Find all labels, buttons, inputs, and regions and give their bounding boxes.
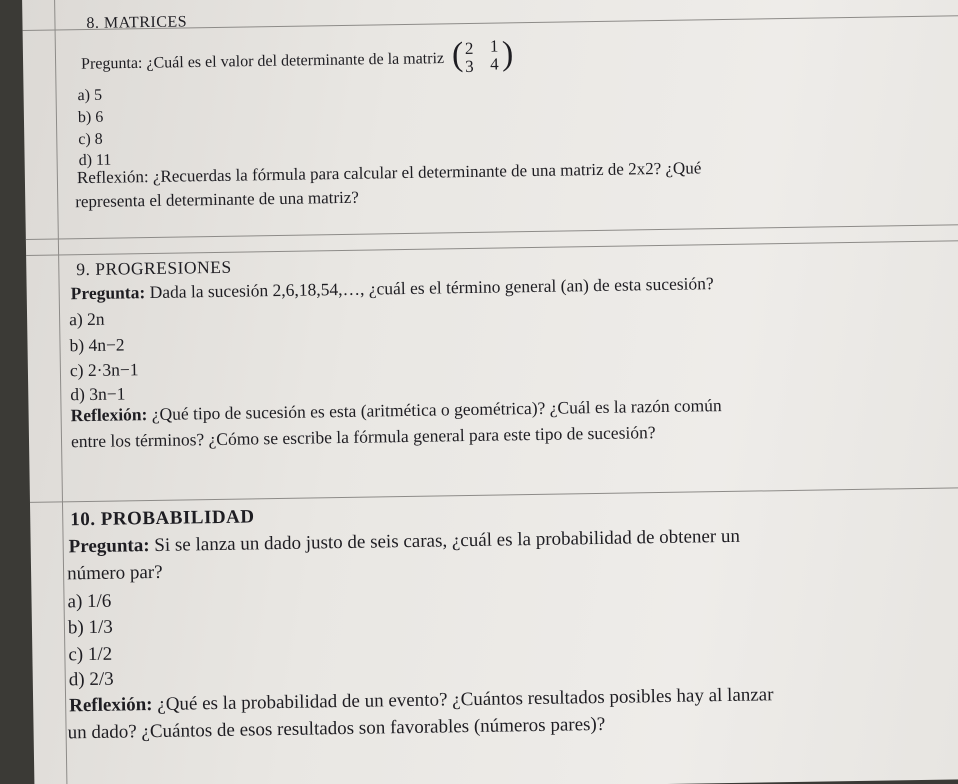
left-paren: ( xyxy=(451,36,464,74)
option-b: b) 1/3 xyxy=(67,616,113,639)
section-heading: 10. PROBABILIDAD xyxy=(70,506,255,531)
matrix-cell: 3 xyxy=(465,56,474,77)
section-divider xyxy=(30,487,958,503)
right-paren: ) xyxy=(501,35,514,73)
question-label: Pregunta: xyxy=(70,282,146,304)
section-heading: 8. MATRICES xyxy=(86,13,188,32)
option-a: a) 2n xyxy=(68,308,105,330)
option-d: d) 3n−1 xyxy=(70,383,126,405)
question-text: Dada la sucesión 2,6,18,54,…, ¿cuál es el término general (an) de esta sucesión? xyxy=(149,273,714,303)
question-line-1: Pregunta: Si se lanza un dado justo de seis caras, ¿cuál es la probabilidad de obtener un xyxy=(68,525,741,558)
question-text: ¿Cuál es el valor del determinante de la matriz xyxy=(146,50,445,72)
reflection-label: Reflexión: xyxy=(70,404,148,426)
option-c: c) 8 xyxy=(78,130,103,149)
option-a: a) 1/6 xyxy=(67,590,112,613)
question-line-2: número par? xyxy=(66,561,163,585)
reflection-label: Reflexión: xyxy=(76,167,149,188)
matrix-2x2 xyxy=(451,35,514,77)
section-divider xyxy=(26,240,958,256)
matrix-cell: 4 xyxy=(489,54,499,74)
option-d: d) 11 xyxy=(78,151,112,170)
reflection-line-1: Reflexión: ¿Recuerdas la fórmula para calcular el determinante de una matriz de 2x2? ¿Qué xyxy=(76,158,702,188)
option-d: d) 2/3 xyxy=(68,668,114,691)
option-b: b) 4n−2 xyxy=(69,334,125,356)
reflection-line-1: Reflexión: ¿Qué tipo de sucesión es esta (aritmética o geométrica)? ¿Cuál es la razón común xyxy=(70,395,722,426)
worksheet-page xyxy=(22,0,958,784)
section-heading: 9. PROGRESIONES xyxy=(76,256,232,280)
option-b: b) 6 xyxy=(77,108,104,127)
table-left-border xyxy=(54,0,68,784)
matrix-cell: 2 xyxy=(464,38,474,59)
reflection-line-2: representa el determinante de una matriz? xyxy=(75,187,360,212)
question-label: Pregunta: xyxy=(80,54,143,73)
option-c: c) 1/2 xyxy=(68,643,113,666)
question xyxy=(80,35,514,82)
option-a: a) 5 xyxy=(77,86,103,105)
reflection-label: Reflexión: xyxy=(69,694,153,717)
question-label: Pregunta: xyxy=(68,535,150,558)
matrix-cell: 1 xyxy=(489,36,499,56)
reflection-line-2: entre los términos? ¿Cómo se escribe la fórmula general para este tipo de sucesión? xyxy=(70,422,656,452)
reflection-line-1: Reflexión: ¿Qué es la probabilidad de un evento? ¿Cuántos resultados posibles hay al lanzar xyxy=(69,684,774,717)
section-divider xyxy=(26,224,958,240)
reflection-line-2: un dado? ¿Cuántos de esos resultados son favorables (números pares)? xyxy=(67,713,606,744)
option-c: c) 2·3n−1 xyxy=(69,359,139,381)
